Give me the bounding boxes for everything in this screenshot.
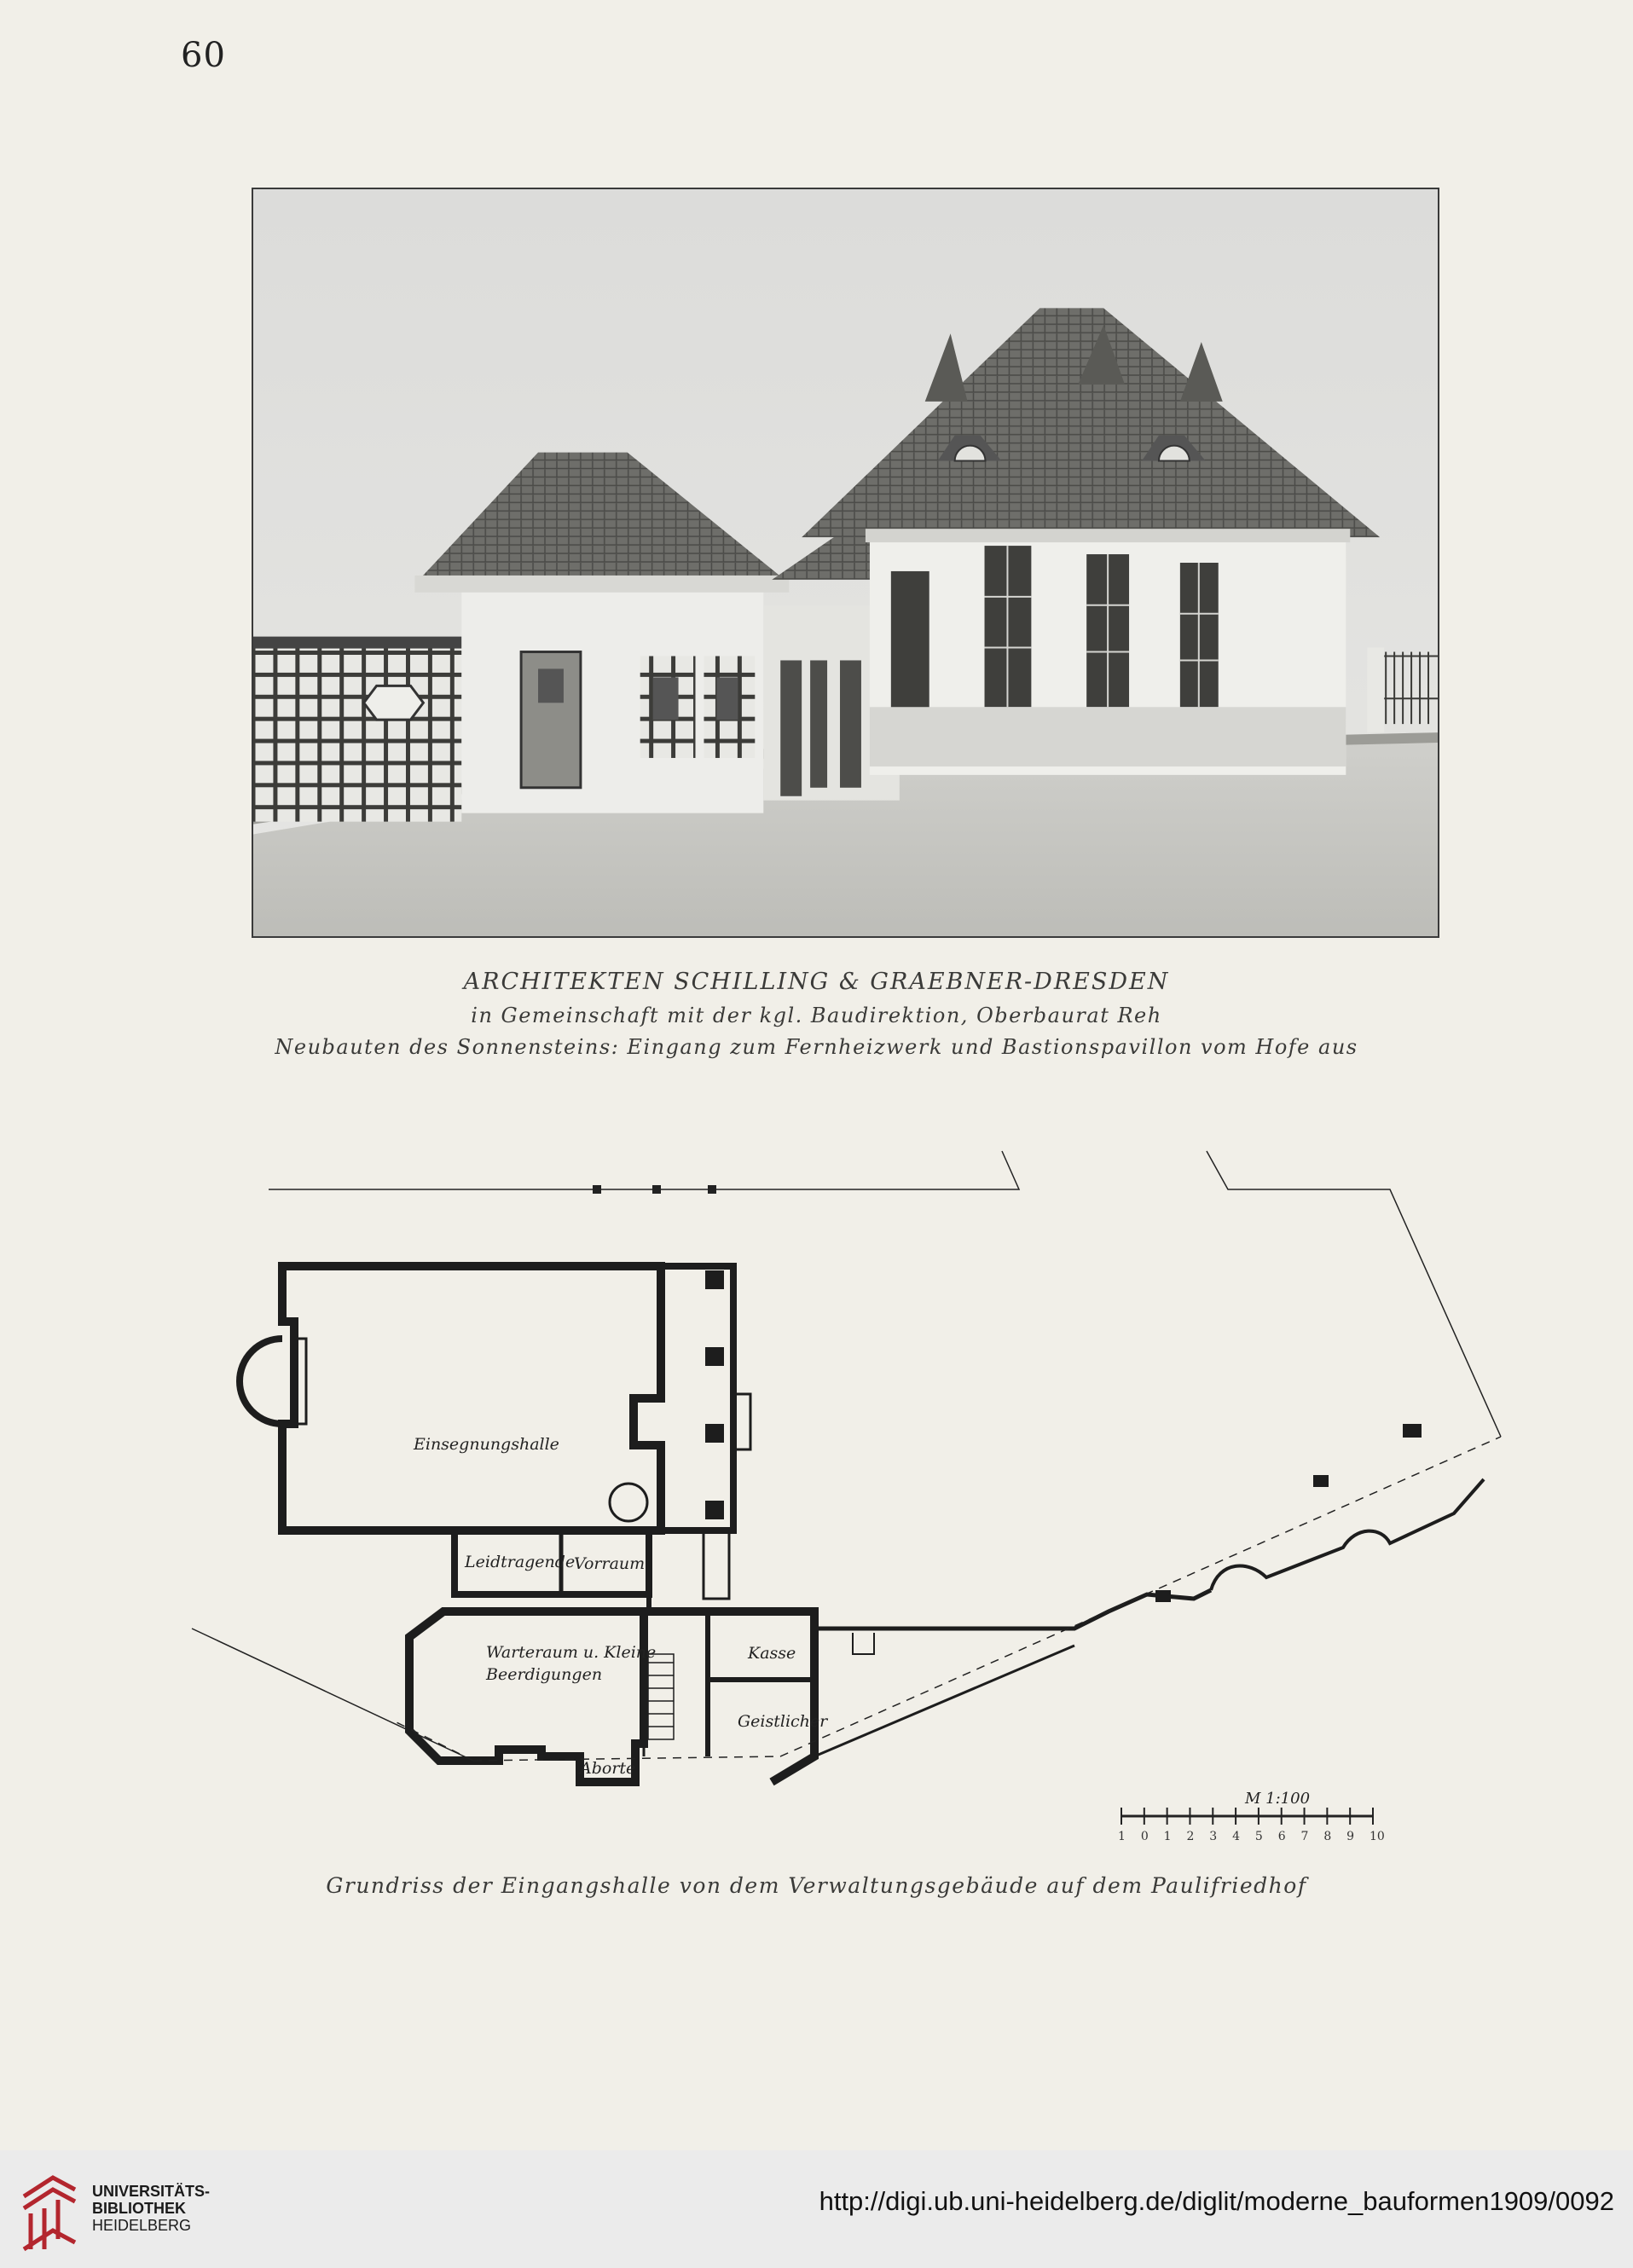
- building-photograph: [252, 188, 1439, 938]
- scale-tick-label: 1: [1118, 1830, 1126, 1843]
- scale-tick-label: 2: [1186, 1830, 1195, 1843]
- institution-line-2: BIBLIOTHEK: [92, 2200, 186, 2217]
- institution-line-3: HEIDELBERG: [92, 2217, 192, 2234]
- room-label-aborte: Aborte: [580, 1759, 636, 1778]
- room-label-geistlicher: Geistlicher: [738, 1712, 828, 1731]
- room-label-einsegnungshalle: Einsegnungshalle: [414, 1435, 559, 1454]
- scale-tick-label: 5: [1254, 1830, 1263, 1843]
- caption-floor-plan: Grundriss der Eingangshalle von dem Verwaltungsgebäude auf dem Paulifriedhof: [326, 1873, 1307, 1898]
- scale-tick-label: 7: [1300, 1830, 1309, 1843]
- scale-bar: [1118, 1790, 1385, 1843]
- caption-collaboration: in Gemeinschaft mit der kgl. Baudirektion, Oberbaurat Reh: [471, 1004, 1162, 1027]
- caption-architects: ARCHITEKTEN SCHILLING & GRAEBNER-DRESDEN: [463, 969, 1170, 995]
- scale-tick-label: 6: [1277, 1830, 1286, 1843]
- scale-tick-label: 10: [1370, 1830, 1385, 1843]
- scale-tick-label: 8: [1323, 1830, 1332, 1843]
- institution-line-1: UNIVERSITÄTS-: [92, 2183, 211, 2200]
- room-label-vorraum: Vorraum: [574, 1554, 646, 1573]
- scale-title: M 1:100: [1245, 1790, 1311, 1808]
- floor-plan-drawing: [183, 1134, 1526, 1859]
- scale-tick-label: 3: [1209, 1830, 1218, 1843]
- room-label-kasse: Kasse: [748, 1644, 796, 1663]
- floor-plan: [183, 1134, 1526, 1859]
- room-label-warteraum-2: Beerdigungen: [486, 1665, 603, 1684]
- page-number: 60: [181, 36, 226, 75]
- institution-name: [92, 2183, 210, 2234]
- caption-description: Neubauten des Sonnensteins: Eingang zum Fernheizwerk und Bastionspavillon vom Hofe aus: [275, 1035, 1358, 1059]
- scale-tick-label: 9: [1346, 1830, 1355, 1843]
- building-photo-drawing: [253, 189, 1438, 936]
- source-url-link[interactable]: http://digi.ub.uni-heidelberg.de/diglit/moderne_bauformen1909/0092: [819, 2186, 1614, 2216]
- room-label-leidtragende: Leidtragende: [465, 1553, 576, 1571]
- library-logo-icon: [19, 2171, 80, 2253]
- library-footer: [0, 2150, 1633, 2268]
- room-label-warteraum-1: Warteraum u. Kleine: [486, 1643, 657, 1662]
- scale-tick-label: 1: [1163, 1830, 1172, 1843]
- scale-tick-label: 0: [1140, 1830, 1149, 1843]
- scale-tick-label: 4: [1232, 1830, 1241, 1843]
